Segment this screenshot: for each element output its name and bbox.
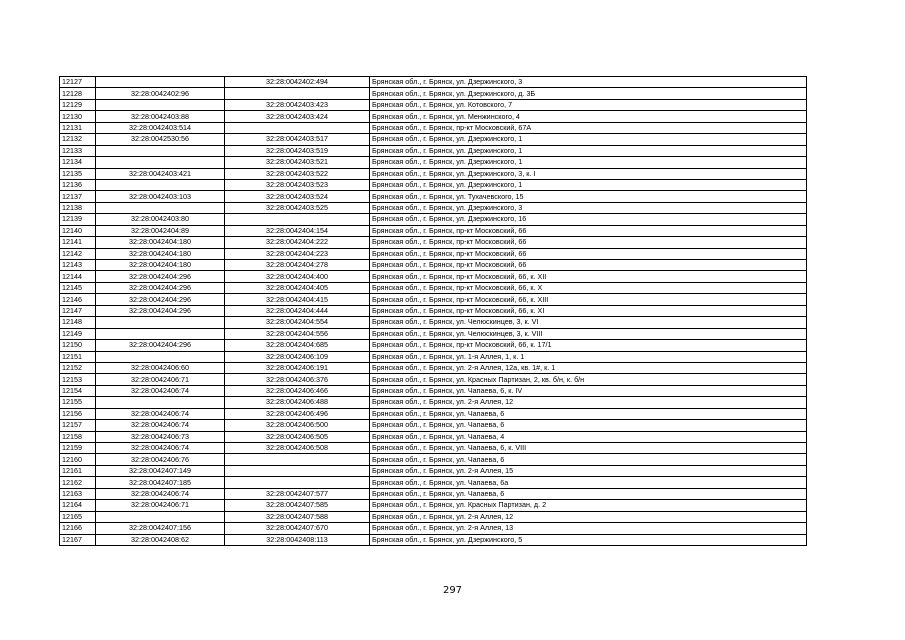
address-cell: Брянская обл., г. Брянск, ул. 2-я Аллея, 12а, кв. 1#, к. 1	[370, 362, 807, 373]
table-row	[60, 77, 807, 88]
row-number-cell: 12145	[60, 282, 96, 293]
row-number-cell: 12141	[60, 237, 96, 248]
cadastral-number-a-cell: 32:28:0042406:74	[96, 408, 225, 419]
address-cell: Брянская обл., г. Брянск, ул. Дзержинского, 5	[370, 534, 807, 545]
cadastral-number-a-cell: 32:28:0042406:74	[96, 420, 225, 431]
cadastral-number-b-cell: 32:28:0042404:415	[225, 294, 370, 305]
cadastral-number-a-cell: 32:28:0042404:180	[96, 260, 225, 271]
cadastral-number-a-cell: 32:28:0042404:180	[96, 237, 225, 248]
row-number-cell: 12127	[60, 77, 96, 88]
address-cell: Брянская обл., г. Брянск, пр-кт Московский, 66	[370, 248, 807, 259]
cadastral-number-a-cell: 32:28:0042404:296	[96, 271, 225, 282]
cadastral-number-b-cell: 32:28:0042406:109	[225, 351, 370, 362]
cadastral-number-a-cell: 32:28:0042404:89	[96, 225, 225, 236]
cadastral-number-b-cell: 32:28:0042406:505	[225, 431, 370, 442]
address-cell: Брянская обл., г. Брянск, ул. Чапаева, 6, к. VIII	[370, 443, 807, 454]
address-cell: Брянская обл., г. Брянск, ул. Дзержинского, 16	[370, 214, 807, 225]
cadastral-number-b-cell: 32:28:0042403:523	[225, 179, 370, 190]
cadastral-number-a-cell: 32:28:0042403:421	[96, 168, 225, 179]
table-row	[60, 385, 807, 396]
cadastral-number-a-cell: 32:28:0042406:73	[96, 431, 225, 442]
address-cell: Брянская обл., г. Брянск, ул. Дзержинского, 3	[370, 77, 807, 88]
address-cell: Брянская обл., г. Брянск, ул. 2-я Аллея, 12	[370, 397, 807, 408]
cadastral-number-b-cell: 32:28:0042406:466	[225, 385, 370, 396]
cadastral-number-b-cell: 32:28:0042406:488	[225, 397, 370, 408]
address-cell: Брянская обл., г. Брянск, пр-кт Московский, 66, к. XII	[370, 271, 807, 282]
address-cell: Брянская обл., г. Брянск, ул. Чапаева, 6	[370, 408, 807, 419]
cadastral-number-b-cell	[225, 454, 370, 465]
row-number-cell: 12148	[60, 317, 96, 328]
row-number-cell: 12137	[60, 191, 96, 202]
row-number-cell: 12130	[60, 111, 96, 122]
table-row	[60, 362, 807, 373]
table-row	[60, 408, 807, 419]
row-number-cell: 12140	[60, 225, 96, 236]
table-row	[60, 465, 807, 476]
address-cell: Брянская обл., г. Брянск, пр-кт Московский, 66, к. XI	[370, 305, 807, 316]
row-number-cell: 12153	[60, 374, 96, 385]
table-row	[60, 237, 807, 248]
row-number-cell: 12160	[60, 454, 96, 465]
cadastral-number-a-cell	[96, 99, 225, 110]
cadastral-number-b-cell	[225, 465, 370, 476]
page-number: 297	[442, 585, 463, 596]
address-cell: Брянская обл., г. Брянск, ул. 1-я Аллея, 1, к. 1	[370, 351, 807, 362]
address-cell: Брянская обл., г. Брянск, ул. 2-я Аллея, 13	[370, 523, 807, 534]
row-number-cell: 12150	[60, 340, 96, 351]
table-row	[60, 317, 807, 328]
table-row	[60, 134, 807, 145]
cadastral-number-a-cell	[96, 328, 225, 339]
table-row	[60, 511, 807, 522]
table-row	[60, 374, 807, 385]
address-cell: Брянская обл., г. Брянск, ул. Тухачевского, 15	[370, 191, 807, 202]
cadastral-number-b-cell: 32:28:0042404:556	[225, 328, 370, 339]
address-cell: Брянская обл., г. Брянск, ул. Чапаева, 6	[370, 420, 807, 431]
table-row	[60, 294, 807, 305]
cadastral-number-b-cell: 32:28:0042406:376	[225, 374, 370, 385]
cadastral-number-a-cell: 32:28:0042403:88	[96, 111, 225, 122]
cadastral-number-a-cell	[96, 511, 225, 522]
cadastral-number-a-cell	[96, 351, 225, 362]
address-cell: Брянская обл., г. Брянск, ул. Дзержинского, 3	[370, 202, 807, 213]
cadastral-number-b-cell: 32:28:0042404:554	[225, 317, 370, 328]
table-row	[60, 168, 807, 179]
cadastral-number-a-cell	[96, 77, 225, 88]
row-number-cell: 12138	[60, 202, 96, 213]
address-cell: Брянская обл., г. Брянск, ул. Дзержинского, 1	[370, 179, 807, 190]
cadastral-number-b-cell: 32:28:0042403:522	[225, 168, 370, 179]
row-number-cell: 12152	[60, 362, 96, 373]
table-row	[60, 122, 807, 133]
address-cell: Брянская обл., г. Брянск, ул. Чапаева, 6а	[370, 477, 807, 488]
cadastral-number-a-cell: 32:28:0042408:62	[96, 534, 225, 545]
row-number-cell: 12167	[60, 534, 96, 545]
cadastral-number-a-cell	[96, 157, 225, 168]
cadastral-number-a-cell	[96, 397, 225, 408]
cadastral-number-a-cell: 32:28:0042406:74	[96, 443, 225, 454]
address-cell: Брянская обл., г. Брянск, пр-кт Московский, 66	[370, 225, 807, 236]
row-number-cell: 12147	[60, 305, 96, 316]
table-row	[60, 271, 807, 282]
row-number-cell: 12136	[60, 179, 96, 190]
address-cell: Брянская обл., г. Брянск, ул. Красных Партизан, 2, кв. б/н, к. б/н	[370, 374, 807, 385]
row-number-cell: 12165	[60, 511, 96, 522]
cadastral-number-a-cell	[96, 179, 225, 190]
row-number-cell: 12166	[60, 523, 96, 534]
cadastral-number-a-cell: 32:28:0042403:103	[96, 191, 225, 202]
cadastral-number-b-cell: 32:28:0042402:494	[225, 77, 370, 88]
cadastral-number-b-cell: 32:28:0042407:588	[225, 511, 370, 522]
table-row	[60, 157, 807, 168]
table-row	[60, 454, 807, 465]
table-row	[60, 214, 807, 225]
table-row	[60, 431, 807, 442]
address-cell: Брянская обл., г. Брянск, ул. Дзержинского, д. 3Б	[370, 88, 807, 99]
table-row	[60, 191, 807, 202]
cadastral-number-a-cell: 32:28:0042403:80	[96, 214, 225, 225]
row-number-cell: 12162	[60, 477, 96, 488]
address-cell: Брянская обл., г. Брянск, ул. Красных Партизан, д. 2	[370, 500, 807, 511]
address-cell: Брянская обл., г. Брянск, ул. 2-я Аллея, 12	[370, 511, 807, 522]
cadastral-number-b-cell: 32:28:0042403:423	[225, 99, 370, 110]
cadastral-number-a-cell: 32:28:0042403:514	[96, 122, 225, 133]
cadastral-number-a-cell	[96, 317, 225, 328]
address-cell: Брянская обл., г. Брянск, пр-кт Московский, 66, к. X	[370, 282, 807, 293]
table-row	[60, 397, 807, 408]
table-row	[60, 443, 807, 454]
row-number-cell: 12133	[60, 145, 96, 156]
table-row	[60, 523, 807, 534]
cadastral-number-b-cell: 32:28:0042404:444	[225, 305, 370, 316]
address-cell: Брянская обл., г. Брянск, ул. Челюскинцев, 3, к. VIII	[370, 328, 807, 339]
registry-table-body	[60, 77, 807, 546]
row-number-cell: 12139	[60, 214, 96, 225]
cadastral-number-b-cell: 32:28:0042403:524	[225, 191, 370, 202]
cadastral-number-b-cell: 32:28:0042407:577	[225, 488, 370, 499]
cadastral-number-a-cell: 32:28:0042407:185	[96, 477, 225, 488]
cadastral-number-b-cell: 32:28:0042404:223	[225, 248, 370, 259]
table-row	[60, 282, 807, 293]
row-number-cell: 12128	[60, 88, 96, 99]
cadastral-number-a-cell: 32:28:0042404:180	[96, 248, 225, 259]
row-number-cell: 12157	[60, 420, 96, 431]
cadastral-number-b-cell: 32:28:0042406:191	[225, 362, 370, 373]
row-number-cell: 12159	[60, 443, 96, 454]
table-row	[60, 99, 807, 110]
cadastral-number-b-cell: 32:28:0042403:519	[225, 145, 370, 156]
cadastral-number-b-cell: 32:28:0042407:670	[225, 523, 370, 534]
cadastral-number-b-cell: 32:28:0042408:113	[225, 534, 370, 545]
table-row	[60, 145, 807, 156]
row-number-cell: 12135	[60, 168, 96, 179]
cadastral-number-a-cell: 32:28:0042402:96	[96, 88, 225, 99]
address-cell: Брянская обл., г. Брянск, пр-кт Московский, 66, к. XIII	[370, 294, 807, 305]
address-cell: Брянская обл., г. Брянск, ул. Дзержинского, 1	[370, 134, 807, 145]
table-row	[60, 202, 807, 213]
cadastral-number-b-cell: 32:28:0042406:496	[225, 408, 370, 419]
cadastral-number-b-cell	[225, 477, 370, 488]
address-cell: Брянская обл., г. Брянск, ул. Чапаева, 6, к. IV	[370, 385, 807, 396]
cadastral-number-a-cell	[96, 145, 225, 156]
cadastral-number-a-cell: 32:28:0042404:296	[96, 282, 225, 293]
address-cell: Брянская обл., г. Брянск, ул. Чапаева, 4	[370, 431, 807, 442]
cadastral-number-b-cell: 32:28:0042407:585	[225, 500, 370, 511]
address-cell: Брянская обл., г. Брянск, пр-кт Московский, 66	[370, 237, 807, 248]
address-cell: Брянская обл., г. Брянск, пр-кт Московский, 66	[370, 260, 807, 271]
address-cell: Брянская обл., г. Брянск, ул. Дзержинского, 1	[370, 157, 807, 168]
cadastral-number-b-cell: 32:28:0042403:424	[225, 111, 370, 122]
cadastral-number-a-cell: 32:28:0042404:296	[96, 340, 225, 351]
cadastral-number-b-cell: 32:28:0042406:500	[225, 420, 370, 431]
cadastral-number-b-cell: 32:28:0042404:154	[225, 225, 370, 236]
table-row	[60, 534, 807, 545]
cadastral-number-b-cell: 32:28:0042404:278	[225, 260, 370, 271]
cadastral-number-b-cell	[225, 214, 370, 225]
row-number-cell: 12154	[60, 385, 96, 396]
row-number-cell: 12131	[60, 122, 96, 133]
cadastral-number-a-cell: 32:28:0042406:74	[96, 385, 225, 396]
row-number-cell: 12156	[60, 408, 96, 419]
cadastral-number-b-cell: 32:28:0042404:685	[225, 340, 370, 351]
address-cell: Брянская обл., г. Брянск, пр-кт Московский, 67А	[370, 122, 807, 133]
row-number-cell: 12164	[60, 500, 96, 511]
address-cell: Брянская обл., г. Брянск, ул. Чапаева, 6	[370, 454, 807, 465]
table-row	[60, 305, 807, 316]
table-row	[60, 500, 807, 511]
address-cell: Брянская обл., г. Брянск, ул. Дзержинского, 1	[370, 145, 807, 156]
table-row	[60, 488, 807, 499]
cadastral-number-a-cell: 32:28:0042407:149	[96, 465, 225, 476]
row-number-cell: 12143	[60, 260, 96, 271]
cadastral-number-a-cell	[96, 202, 225, 213]
row-number-cell: 12144	[60, 271, 96, 282]
table-row	[60, 340, 807, 351]
cadastral-number-a-cell: 32:28:0042406:71	[96, 374, 225, 385]
address-cell: Брянская обл., г. Брянск, ул. Челюскинцев, 3, к. VI	[370, 317, 807, 328]
cadastral-number-a-cell: 32:28:0042404:296	[96, 294, 225, 305]
cadastral-number-a-cell: 32:28:0042406:76	[96, 454, 225, 465]
row-number-cell: 12142	[60, 248, 96, 259]
table-row	[60, 225, 807, 236]
address-cell: Брянская обл., г. Брянск, ул. Чапаева, 6	[370, 488, 807, 499]
cadastral-number-a-cell: 32:28:0042407:156	[96, 523, 225, 534]
row-number-cell: 12149	[60, 328, 96, 339]
address-cell: Брянская обл., г. Брянск, ул. Котовского, 7	[370, 99, 807, 110]
row-number-cell: 12163	[60, 488, 96, 499]
row-number-cell: 12155	[60, 397, 96, 408]
cadastral-number-b-cell: 32:28:0042406:508	[225, 443, 370, 454]
address-cell: Брянская обл., г. Брянск, ул. 2-я Аллея, 15	[370, 465, 807, 476]
table-row	[60, 351, 807, 362]
cadastral-number-b-cell	[225, 88, 370, 99]
row-number-cell: 12161	[60, 465, 96, 476]
address-cell: Брянская обл., г. Брянск, пр-кт Московский, 66, к. 17/1	[370, 340, 807, 351]
table-row	[60, 328, 807, 339]
address-cell: Брянская обл., г. Брянск, ул. Менжинского, 4	[370, 111, 807, 122]
cadastral-number-b-cell: 32:28:0042403:521	[225, 157, 370, 168]
address-cell: Брянская обл., г. Брянск, ул. Дзержинского, 3, к. I	[370, 168, 807, 179]
table-row	[60, 248, 807, 259]
table-row	[60, 420, 807, 431]
cadastral-number-b-cell: 32:28:0042403:517	[225, 134, 370, 145]
table-row	[60, 477, 807, 488]
row-number-cell: 12134	[60, 157, 96, 168]
table-row	[60, 260, 807, 271]
cadastral-number-a-cell: 32:28:0042530:56	[96, 134, 225, 145]
cadastral-number-b-cell: 32:28:0042403:525	[225, 202, 370, 213]
table-row	[60, 179, 807, 190]
table-row	[60, 88, 807, 99]
cadastral-number-b-cell: 32:28:0042404:222	[225, 237, 370, 248]
row-number-cell: 12129	[60, 99, 96, 110]
row-number-cell: 12146	[60, 294, 96, 305]
cadastral-number-b-cell: 32:28:0042404:405	[225, 282, 370, 293]
row-number-cell: 12132	[60, 134, 96, 145]
cadastral-number-a-cell: 32:28:0042406:60	[96, 362, 225, 373]
registry-table	[59, 76, 807, 546]
cadastral-number-a-cell: 32:28:0042404:296	[96, 305, 225, 316]
cadastral-number-a-cell: 32:28:0042406:71	[96, 500, 225, 511]
row-number-cell: 12158	[60, 431, 96, 442]
cadastral-number-b-cell	[225, 122, 370, 133]
cadastral-number-b-cell: 32:28:0042404:400	[225, 271, 370, 282]
row-number-cell: 12151	[60, 351, 96, 362]
table-row	[60, 111, 807, 122]
cadastral-number-a-cell: 32:28:0042406:74	[96, 488, 225, 499]
